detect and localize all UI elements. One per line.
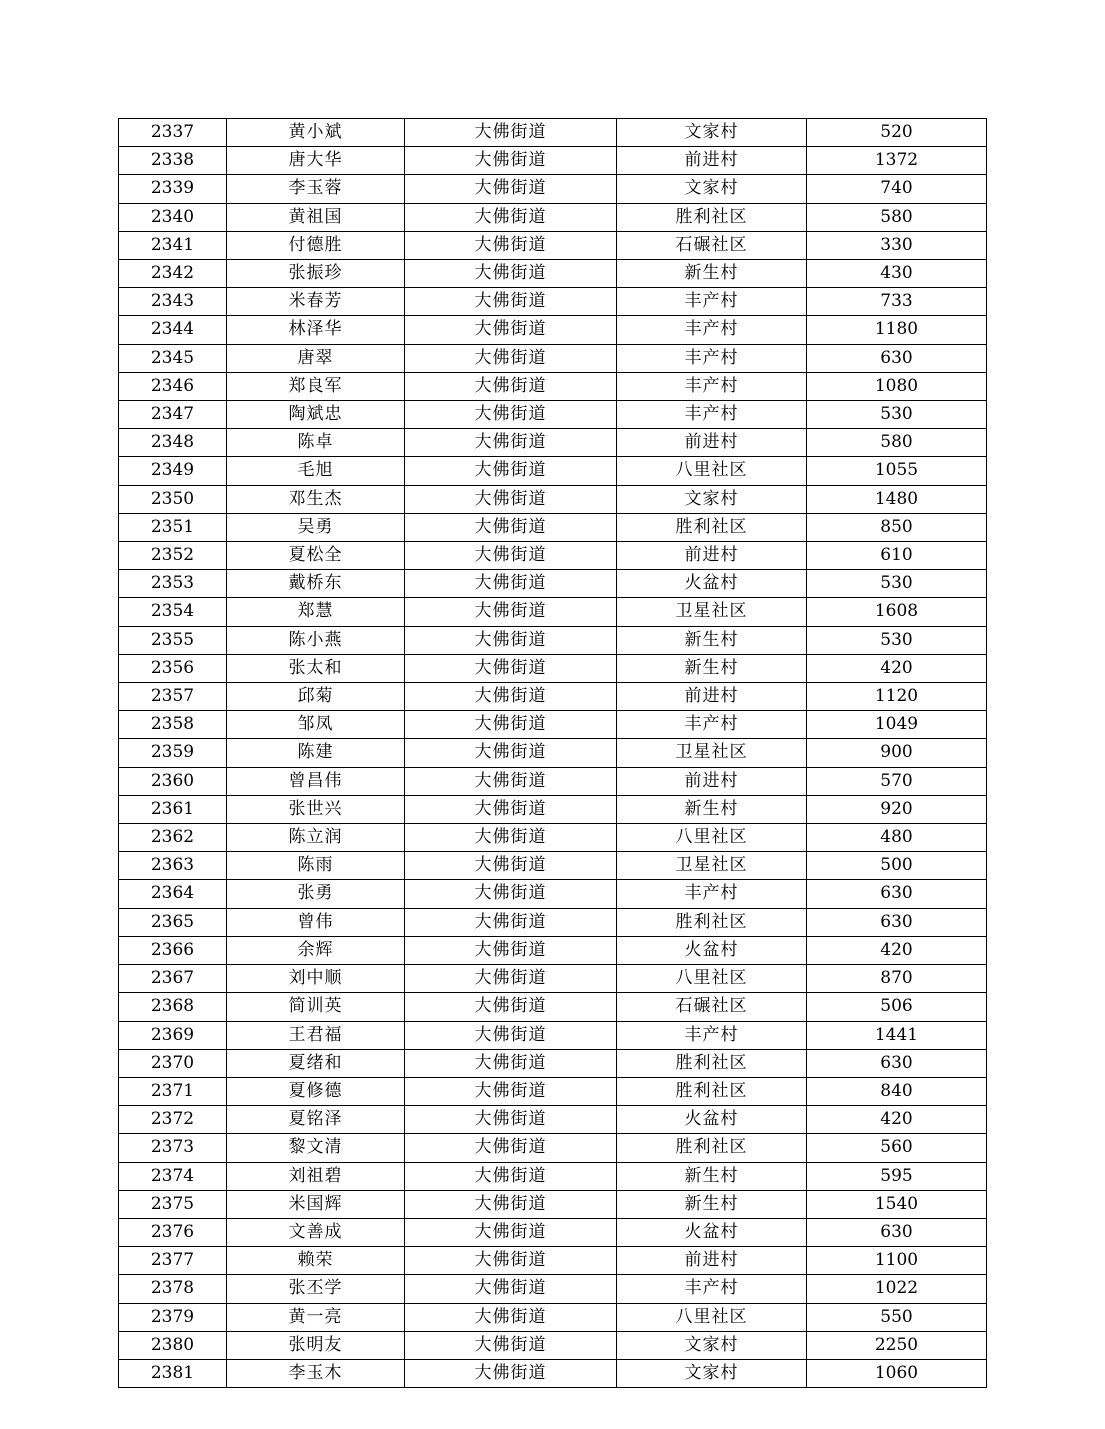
table-row [119, 570, 987, 598]
cell-name: 郑慧 [227, 598, 405, 626]
cell-id: 2337 [119, 119, 227, 147]
cell-village: 文家村 [617, 119, 807, 147]
cell-street: 大佛街道 [405, 1218, 617, 1246]
cell-name: 黄一亮 [227, 1303, 405, 1331]
cell-amount: 1120 [807, 683, 987, 711]
cell-name: 张振珍 [227, 260, 405, 288]
cell-id: 2369 [119, 1021, 227, 1049]
cell-name: 刘祖碧 [227, 1162, 405, 1190]
cell-name: 夏铭泽 [227, 1106, 405, 1134]
cell-village: 火盆村 [617, 1106, 807, 1134]
table-row [119, 1190, 987, 1218]
cell-name: 郑良军 [227, 372, 405, 400]
cell-id: 2346 [119, 372, 227, 400]
cell-village: 八里社区 [617, 965, 807, 993]
cell-amount: 580 [807, 429, 987, 457]
cell-village: 丰产村 [617, 1021, 807, 1049]
table-row [119, 1218, 987, 1246]
cell-amount: 506 [807, 993, 987, 1021]
table-row [119, 288, 987, 316]
table-row [119, 683, 987, 711]
cell-street: 大佛街道 [405, 908, 617, 936]
cell-id: 2377 [119, 1247, 227, 1275]
cell-id: 2370 [119, 1049, 227, 1077]
cell-name: 陈卓 [227, 429, 405, 457]
cell-id: 2342 [119, 260, 227, 288]
cell-street: 大佛街道 [405, 1247, 617, 1275]
cell-id: 2339 [119, 175, 227, 203]
cell-street: 大佛街道 [405, 1275, 617, 1303]
table-row [119, 795, 987, 823]
table-row [119, 739, 987, 767]
table-row [119, 598, 987, 626]
cell-street: 大佛街道 [405, 711, 617, 739]
cell-name: 曾伟 [227, 908, 405, 936]
cell-village: 新生村 [617, 654, 807, 682]
cell-amount: 480 [807, 824, 987, 852]
cell-name: 张丕学 [227, 1275, 405, 1303]
table-row [119, 513, 987, 541]
cell-id: 2347 [119, 401, 227, 429]
cell-amount: 1441 [807, 1021, 987, 1049]
cell-id: 2365 [119, 908, 227, 936]
table-row [119, 1049, 987, 1077]
cell-street: 大佛街道 [405, 372, 617, 400]
cell-id: 2357 [119, 683, 227, 711]
cell-village: 石碾社区 [617, 231, 807, 259]
cell-street: 大佛街道 [405, 1190, 617, 1218]
cell-name: 夏绪和 [227, 1049, 405, 1077]
cell-street: 大佛街道 [405, 288, 617, 316]
cell-amount: 630 [807, 344, 987, 372]
cell-name: 陈小燕 [227, 626, 405, 654]
cell-name: 刘中顺 [227, 965, 405, 993]
cell-id: 2366 [119, 936, 227, 964]
cell-amount: 420 [807, 654, 987, 682]
cell-amount: 1100 [807, 1247, 987, 1275]
cell-name: 林泽华 [227, 316, 405, 344]
cell-amount: 920 [807, 795, 987, 823]
cell-village: 胜利社区 [617, 1134, 807, 1162]
cell-id: 2350 [119, 485, 227, 513]
cell-street: 大佛街道 [405, 1021, 617, 1049]
cell-name: 邹凤 [227, 711, 405, 739]
table-row [119, 1134, 987, 1162]
cell-village: 火盆村 [617, 1218, 807, 1246]
cell-name: 张明友 [227, 1331, 405, 1359]
cell-amount: 530 [807, 570, 987, 598]
cell-name: 邓生杰 [227, 485, 405, 513]
cell-name: 张勇 [227, 880, 405, 908]
table-body [119, 119, 987, 1388]
cell-amount: 1022 [807, 1275, 987, 1303]
cell-name: 文善成 [227, 1218, 405, 1246]
cell-id: 2372 [119, 1106, 227, 1134]
cell-id: 2343 [119, 288, 227, 316]
cell-amount: 420 [807, 936, 987, 964]
table-row [119, 147, 987, 175]
cell-street: 大佛街道 [405, 1162, 617, 1190]
cell-village: 卫星社区 [617, 739, 807, 767]
cell-name: 吴勇 [227, 513, 405, 541]
cell-name: 余辉 [227, 936, 405, 964]
cell-street: 大佛街道 [405, 231, 617, 259]
table-row [119, 457, 987, 485]
cell-name: 张太和 [227, 654, 405, 682]
cell-id: 2364 [119, 880, 227, 908]
cell-village: 文家村 [617, 1331, 807, 1359]
cell-amount: 550 [807, 1303, 987, 1331]
cell-name: 简训英 [227, 993, 405, 1021]
table-row [119, 767, 987, 795]
cell-name: 赖荣 [227, 1247, 405, 1275]
cell-street: 大佛街道 [405, 767, 617, 795]
cell-amount: 330 [807, 231, 987, 259]
cell-name: 黎文清 [227, 1134, 405, 1162]
cell-street: 大佛街道 [405, 485, 617, 513]
cell-village: 丰产村 [617, 288, 807, 316]
cell-id: 2354 [119, 598, 227, 626]
cell-village: 文家村 [617, 175, 807, 203]
cell-street: 大佛街道 [405, 598, 617, 626]
cell-amount: 900 [807, 739, 987, 767]
cell-street: 大佛街道 [405, 429, 617, 457]
cell-street: 大佛街道 [405, 1303, 617, 1331]
cell-name: 夏修德 [227, 1077, 405, 1105]
cell-village: 新生村 [617, 626, 807, 654]
table-row [119, 344, 987, 372]
cell-street: 大佛街道 [405, 683, 617, 711]
cell-amount: 1180 [807, 316, 987, 344]
cell-amount: 740 [807, 175, 987, 203]
cell-id: 2340 [119, 203, 227, 231]
cell-street: 大佛街道 [405, 344, 617, 372]
table-row [119, 1106, 987, 1134]
cell-village: 火盆村 [617, 936, 807, 964]
cell-street: 大佛街道 [405, 880, 617, 908]
cell-id: 2380 [119, 1331, 227, 1359]
cell-village: 石碾社区 [617, 993, 807, 1021]
cell-street: 大佛街道 [405, 147, 617, 175]
cell-id: 2367 [119, 965, 227, 993]
cell-amount: 1055 [807, 457, 987, 485]
cell-street: 大佛街道 [405, 260, 617, 288]
cell-village: 胜利社区 [617, 203, 807, 231]
cell-street: 大佛街道 [405, 316, 617, 344]
cell-village: 丰产村 [617, 880, 807, 908]
cell-name: 付德胜 [227, 231, 405, 259]
cell-id: 2381 [119, 1359, 227, 1387]
cell-amount: 610 [807, 542, 987, 570]
cell-name: 毛旭 [227, 457, 405, 485]
cell-village: 八里社区 [617, 824, 807, 852]
cell-id: 2375 [119, 1190, 227, 1218]
table-row [119, 203, 987, 231]
cell-village: 前进村 [617, 1247, 807, 1275]
cell-name: 李玉蓉 [227, 175, 405, 203]
cell-id: 2348 [119, 429, 227, 457]
cell-name: 唐翠 [227, 344, 405, 372]
cell-amount: 630 [807, 1049, 987, 1077]
cell-id: 2338 [119, 147, 227, 175]
cell-village: 新生村 [617, 1190, 807, 1218]
cell-amount: 500 [807, 852, 987, 880]
cell-amount: 850 [807, 513, 987, 541]
cell-name: 陈建 [227, 739, 405, 767]
cell-village: 丰产村 [617, 344, 807, 372]
cell-street: 大佛街道 [405, 739, 617, 767]
cell-village: 胜利社区 [617, 1049, 807, 1077]
cell-amount: 520 [807, 119, 987, 147]
cell-street: 大佛街道 [405, 1134, 617, 1162]
cell-street: 大佛街道 [405, 993, 617, 1021]
cell-name: 陈雨 [227, 852, 405, 880]
cell-amount: 630 [807, 908, 987, 936]
cell-amount: 530 [807, 626, 987, 654]
cell-village: 前进村 [617, 767, 807, 795]
cell-amount: 595 [807, 1162, 987, 1190]
cell-id: 2341 [119, 231, 227, 259]
cell-id: 2374 [119, 1162, 227, 1190]
records-table [118, 118, 987, 1388]
table-row [119, 626, 987, 654]
cell-street: 大佛街道 [405, 401, 617, 429]
cell-name: 张世兴 [227, 795, 405, 823]
cell-id: 2360 [119, 767, 227, 795]
cell-amount: 580 [807, 203, 987, 231]
table-row [119, 1331, 987, 1359]
table-row [119, 175, 987, 203]
cell-id: 2363 [119, 852, 227, 880]
table-row [119, 1247, 987, 1275]
table-row [119, 485, 987, 513]
cell-village: 新生村 [617, 795, 807, 823]
cell-amount: 630 [807, 1218, 987, 1246]
table-row [119, 711, 987, 739]
cell-amount: 420 [807, 1106, 987, 1134]
cell-name: 米春芳 [227, 288, 405, 316]
cell-street: 大佛街道 [405, 542, 617, 570]
cell-village: 丰产村 [617, 401, 807, 429]
table-row [119, 1021, 987, 1049]
table-row [119, 231, 987, 259]
cell-id: 2361 [119, 795, 227, 823]
table-row [119, 908, 987, 936]
cell-name: 黄小斌 [227, 119, 405, 147]
table-row [119, 654, 987, 682]
cell-name: 黄祖国 [227, 203, 405, 231]
cell-amount: 570 [807, 767, 987, 795]
cell-street: 大佛街道 [405, 513, 617, 541]
cell-name: 王君福 [227, 1021, 405, 1049]
table-row [119, 1077, 987, 1105]
cell-id: 2368 [119, 993, 227, 1021]
cell-name: 米国辉 [227, 1190, 405, 1218]
cell-name: 陈立润 [227, 824, 405, 852]
cell-village: 前进村 [617, 429, 807, 457]
cell-id: 2353 [119, 570, 227, 598]
cell-street: 大佛街道 [405, 1106, 617, 1134]
cell-street: 大佛街道 [405, 1359, 617, 1387]
cell-amount: 840 [807, 1077, 987, 1105]
cell-street: 大佛街道 [405, 795, 617, 823]
cell-village: 前进村 [617, 542, 807, 570]
cell-id: 2376 [119, 1218, 227, 1246]
cell-name: 陶斌忠 [227, 401, 405, 429]
cell-village: 丰产村 [617, 1275, 807, 1303]
cell-amount: 2250 [807, 1331, 987, 1359]
table-row [119, 993, 987, 1021]
cell-id: 2352 [119, 542, 227, 570]
cell-village: 文家村 [617, 1359, 807, 1387]
cell-village: 前进村 [617, 147, 807, 175]
cell-amount: 430 [807, 260, 987, 288]
table-row [119, 1162, 987, 1190]
cell-amount: 1540 [807, 1190, 987, 1218]
cell-id: 2371 [119, 1077, 227, 1105]
cell-id: 2356 [119, 654, 227, 682]
table-row [119, 1359, 987, 1387]
cell-street: 大佛街道 [405, 457, 617, 485]
cell-village: 文家村 [617, 485, 807, 513]
table-row [119, 119, 987, 147]
cell-id: 2349 [119, 457, 227, 485]
cell-id: 2355 [119, 626, 227, 654]
cell-village: 新生村 [617, 260, 807, 288]
cell-id: 2344 [119, 316, 227, 344]
table-row [119, 965, 987, 993]
table-row [119, 1275, 987, 1303]
cell-id: 2345 [119, 344, 227, 372]
cell-name: 曾昌伟 [227, 767, 405, 795]
cell-id: 2362 [119, 824, 227, 852]
table-row [119, 260, 987, 288]
cell-name: 邱菊 [227, 683, 405, 711]
cell-street: 大佛街道 [405, 936, 617, 964]
cell-street: 大佛街道 [405, 965, 617, 993]
cell-name: 李玉木 [227, 1359, 405, 1387]
cell-village: 卫星社区 [617, 598, 807, 626]
table-row [119, 824, 987, 852]
cell-village: 丰产村 [617, 372, 807, 400]
cell-amount: 1080 [807, 372, 987, 400]
cell-street: 大佛街道 [405, 654, 617, 682]
table-row [119, 852, 987, 880]
cell-amount: 1049 [807, 711, 987, 739]
cell-village: 丰产村 [617, 711, 807, 739]
cell-id: 2351 [119, 513, 227, 541]
cell-village: 火盆村 [617, 570, 807, 598]
cell-id: 2359 [119, 739, 227, 767]
cell-village: 新生村 [617, 1162, 807, 1190]
table-row [119, 1303, 987, 1331]
table-row [119, 429, 987, 457]
cell-amount: 733 [807, 288, 987, 316]
cell-village: 胜利社区 [617, 908, 807, 936]
cell-amount: 1060 [807, 1359, 987, 1387]
cell-street: 大佛街道 [405, 1331, 617, 1359]
cell-street: 大佛街道 [405, 570, 617, 598]
cell-village: 胜利社区 [617, 513, 807, 541]
cell-name: 唐大华 [227, 147, 405, 175]
cell-village: 八里社区 [617, 457, 807, 485]
cell-id: 2379 [119, 1303, 227, 1331]
cell-id: 2373 [119, 1134, 227, 1162]
cell-street: 大佛街道 [405, 1049, 617, 1077]
cell-amount: 530 [807, 401, 987, 429]
table-row [119, 880, 987, 908]
cell-amount: 870 [807, 965, 987, 993]
cell-village: 八里社区 [617, 1303, 807, 1331]
cell-id: 2358 [119, 711, 227, 739]
cell-street: 大佛街道 [405, 203, 617, 231]
cell-amount: 1480 [807, 485, 987, 513]
cell-name: 夏松全 [227, 542, 405, 570]
cell-street: 大佛街道 [405, 175, 617, 203]
table-row [119, 542, 987, 570]
cell-street: 大佛街道 [405, 1077, 617, 1105]
cell-village: 卫星社区 [617, 852, 807, 880]
cell-village: 胜利社区 [617, 1077, 807, 1105]
table-row [119, 401, 987, 429]
table-row [119, 372, 987, 400]
table-row [119, 936, 987, 964]
cell-id: 2378 [119, 1275, 227, 1303]
cell-amount: 1608 [807, 598, 987, 626]
cell-street: 大佛街道 [405, 119, 617, 147]
cell-amount: 630 [807, 880, 987, 908]
cell-street: 大佛街道 [405, 626, 617, 654]
cell-street: 大佛街道 [405, 824, 617, 852]
cell-village: 丰产村 [617, 316, 807, 344]
cell-amount: 1372 [807, 147, 987, 175]
cell-street: 大佛街道 [405, 852, 617, 880]
table-row [119, 316, 987, 344]
cell-amount: 560 [807, 1134, 987, 1162]
cell-name: 戴桥东 [227, 570, 405, 598]
cell-village: 前进村 [617, 683, 807, 711]
